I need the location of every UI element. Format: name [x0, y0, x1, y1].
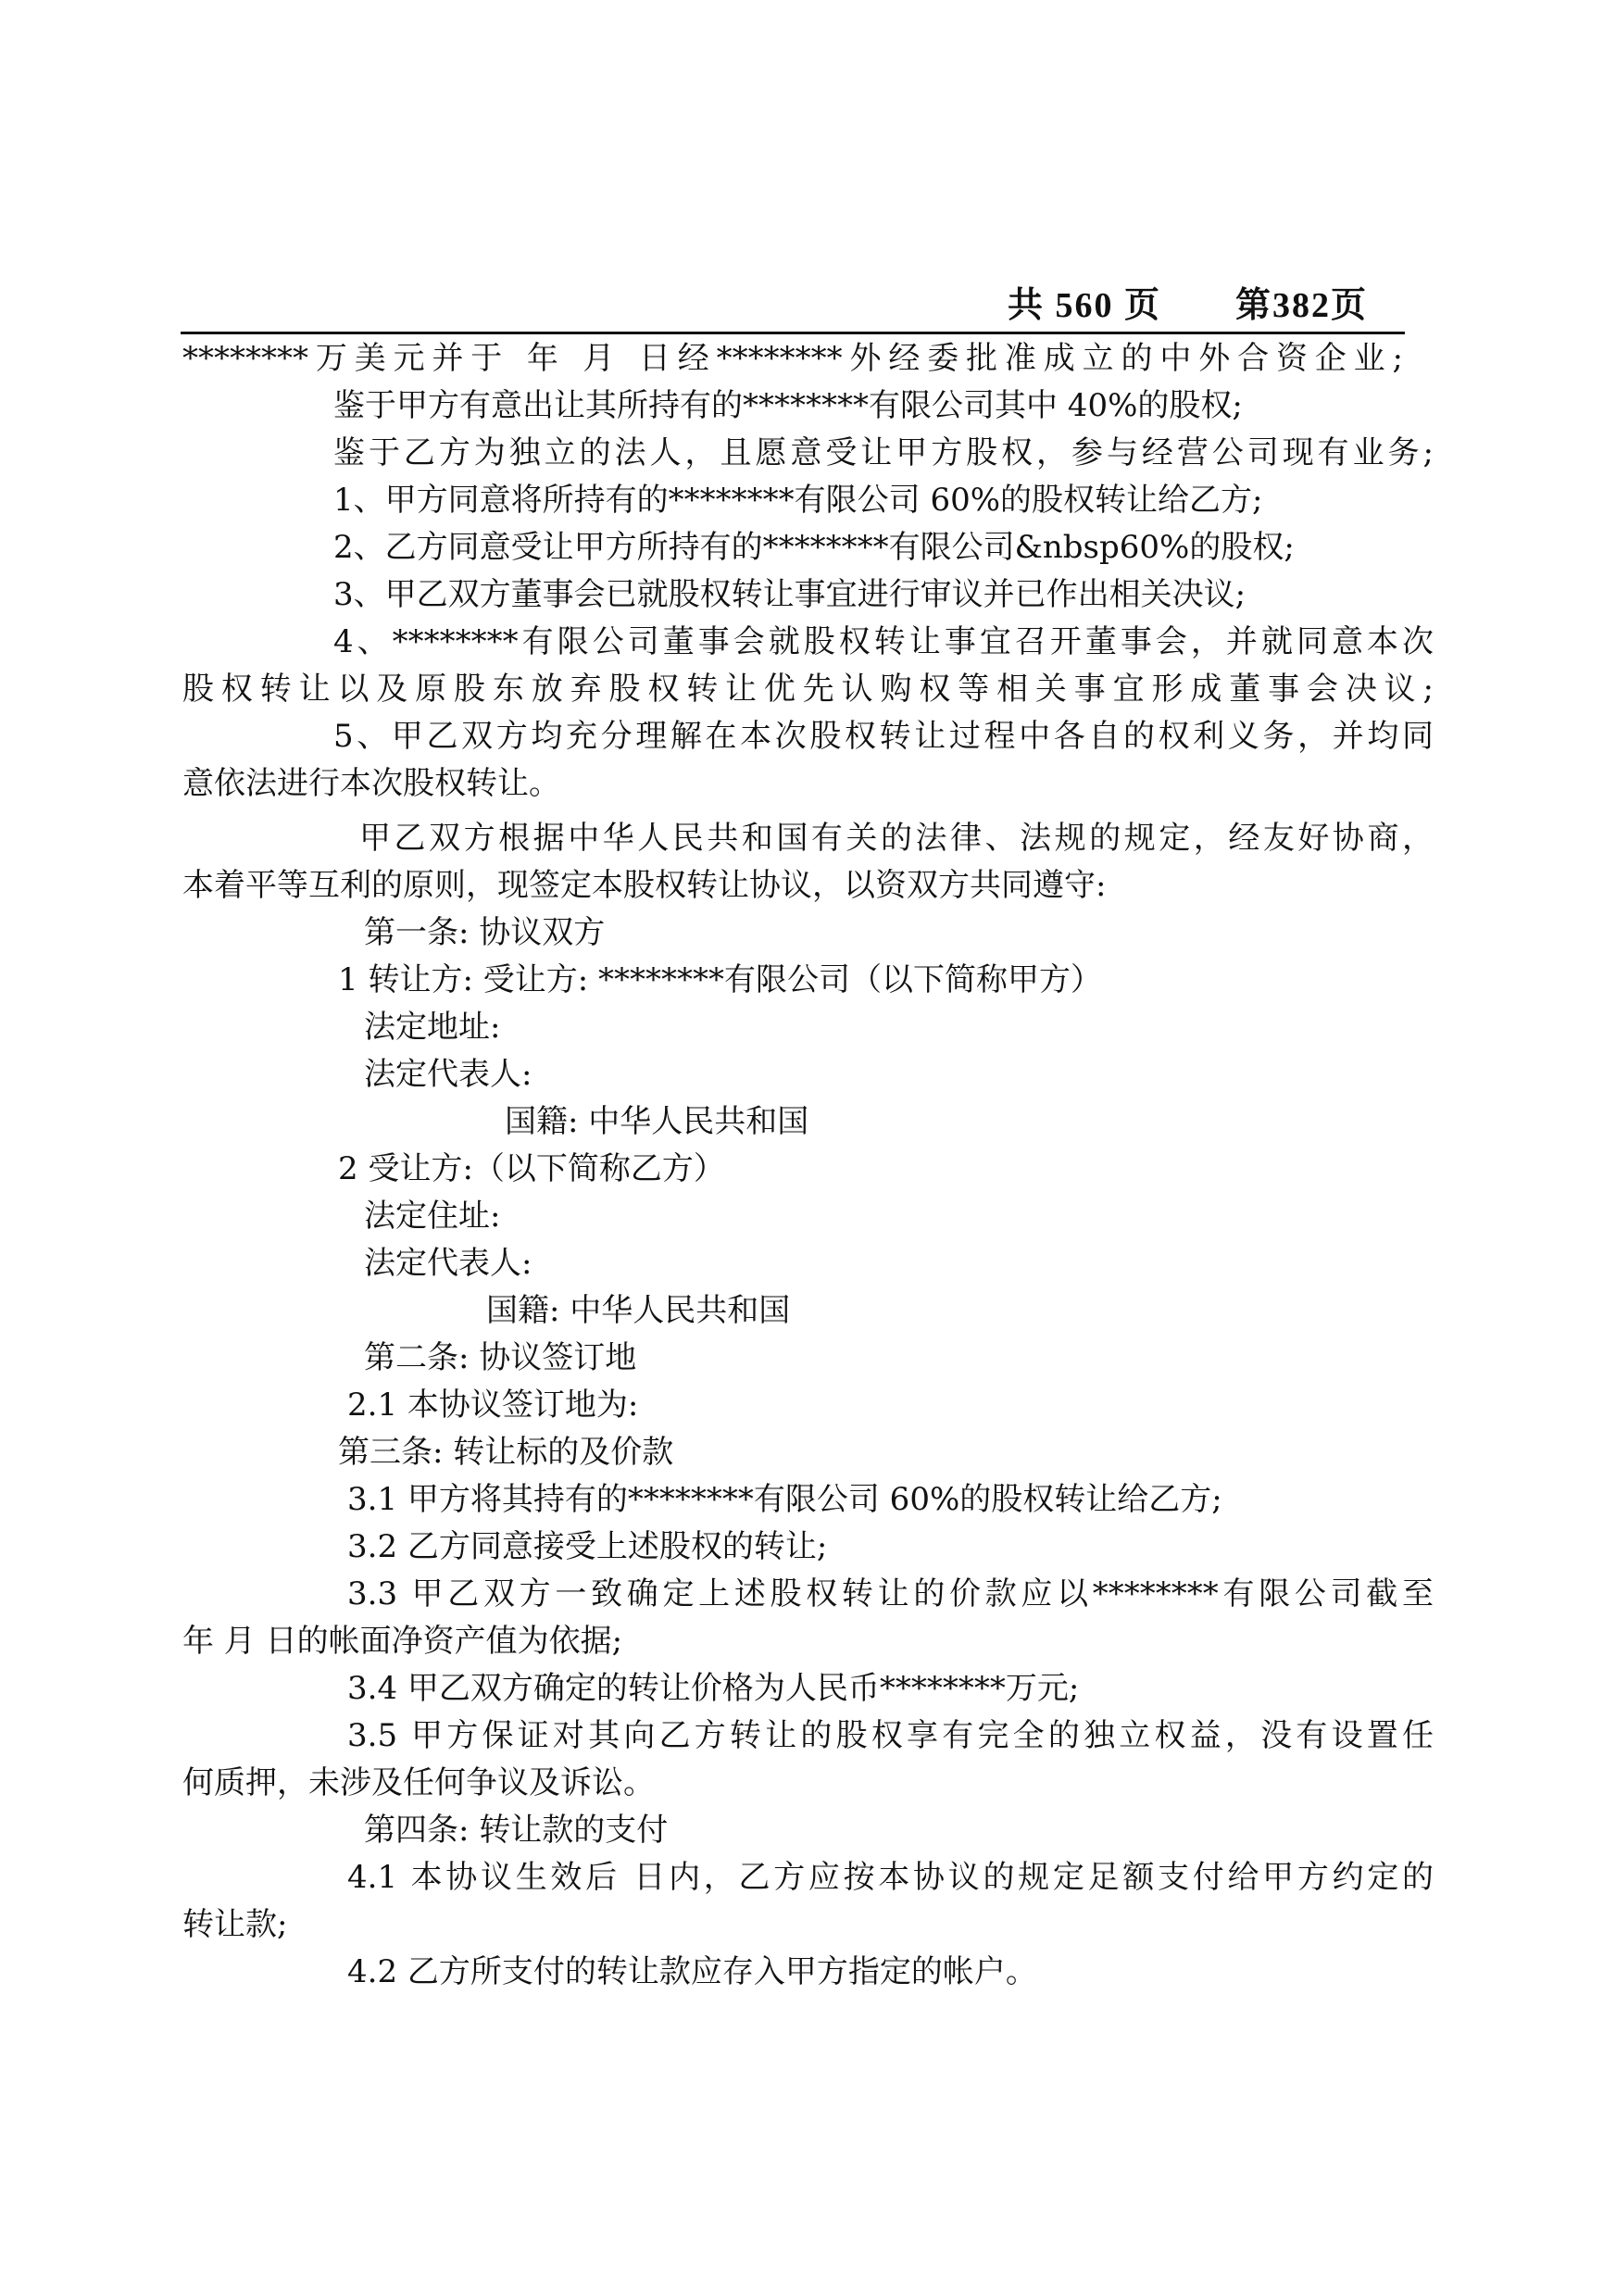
text-line: 法定地址: [364, 1009, 501, 1046]
section-heading: 第二条: 协议签订地 [364, 1339, 637, 1376]
text-line: 股权转让以及原股东放弃股权转让优先认购权等相关事宜形成董事会决议; [182, 671, 1434, 708]
section-heading: 第三条: 转让标的及价款 [338, 1434, 674, 1471]
text-line: 3.5 甲方保证对其向乙方转让的股权享有完全的独立权益，没有设置任 [347, 1717, 1434, 1754]
text-line: 1 转让方: 受让方: ********有限公司（以下简称甲方） [338, 961, 1102, 998]
text-line: 法定代表人: [364, 1245, 532, 1282]
page-header [181, 276, 1405, 334]
text-line: 转让款; [182, 1906, 288, 1943]
page-number-info: 共 560 页 第382页 [1007, 286, 1368, 325]
text-line: 4.1 本协议生效后 日内，乙方应按本协议的规定足额支付给甲方约定的 [347, 1859, 1434, 1896]
text-line: 4.2 乙方所支付的转让款应存入甲方指定的帐户。 [347, 1953, 1037, 1990]
text-line: 意依法进行本次股权转让。 [182, 765, 560, 802]
text-line: 国籍: 中华人民共和国 [486, 1292, 791, 1329]
text-line: 法定住址: [364, 1198, 501, 1235]
text-line: 甲乙双方根据中华人民共和国有关的法律、法规的规定，经友好协商， [359, 820, 1434, 857]
text-line: 5、甲乙双方均充分理解在本次股权转让过程中各自的权利义务，并均同 [333, 718, 1434, 755]
text-line: 鉴于甲方有意出让其所持有的********有限公司其中 40%的股权; [333, 387, 1243, 424]
text-line: 3.3 甲乙双方一致确定上述股权转让的价款应以********有限公司截至 [347, 1575, 1434, 1612]
text-line: 1、甲方同意将所持有的********有限公司 60%的股权转让给乙方; [333, 482, 1263, 519]
section-heading: 第四条: 转让款的支付 [364, 1812, 669, 1849]
text-line: 何质押，未涉及任何争议及诉讼。 [182, 1764, 655, 1801]
text-line: 4、********有限公司董事会就股权转让事宜召开董事会，并就同意本次 [333, 623, 1434, 660]
text-line: 本着平等互利的原则，现签定本股权转让协议，以资双方共同遵守: [182, 867, 1107, 904]
text-line: 国籍: 中华人民共和国 [505, 1103, 809, 1140]
text-line: 3.2 乙方同意接受上述股权的转让; [347, 1528, 828, 1565]
text-line: 2 受让方:（以下简称乙方） [338, 1150, 725, 1187]
text-line: 3.1 甲方将其持有的********有限公司 60%的股权转让给乙方; [347, 1481, 1222, 1518]
text-line: 3.4 甲乙双方确定的转让价格为人民币********万元; [347, 1670, 1080, 1707]
text-line: ********万美元并于 年 月 日经********外经委批准成立的中外合资企业; [182, 340, 1403, 377]
text-line: 法定代表人: [364, 1056, 532, 1093]
text-line: 2.1 本协议签订地为: [347, 1386, 639, 1424]
text-line: 鉴于乙方为独立的法人，且愿意受让甲方股权，参与经营公司现有业务; [333, 434, 1434, 471]
section-heading: 第一条: 协议双方 [364, 914, 606, 951]
text-line: 2、乙方同意受让甲方所持有的********有限公司&nbsp60%的股权; [333, 529, 1295, 566]
text-line: 3、甲乙双方董事会已就股权转让事宜进行审议并已作出相关决议; [333, 576, 1246, 613]
text-line: 年 月 日的帐面净资产值为依据; [182, 1623, 623, 1660]
